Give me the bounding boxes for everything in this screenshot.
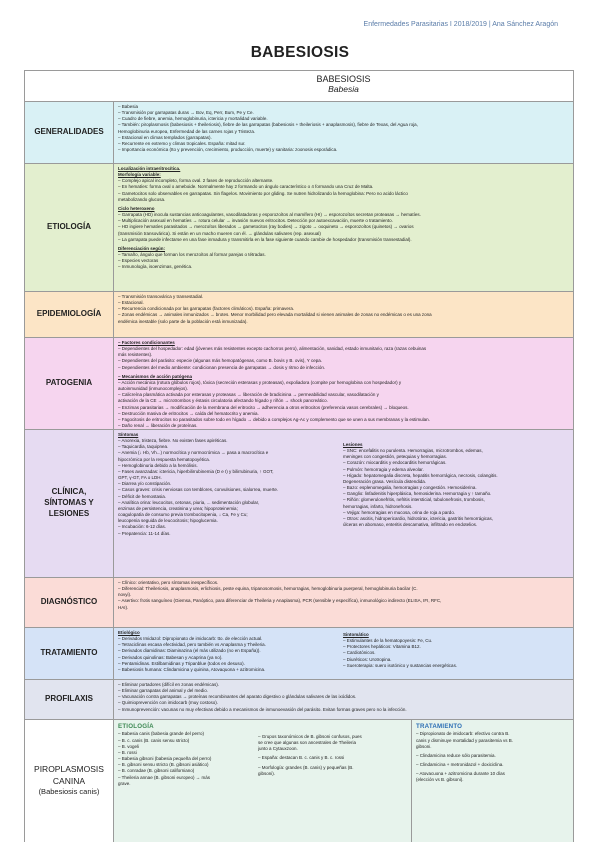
content-line: metabolizando glucosa. <box>118 196 166 202</box>
content-line: – Hígado: hepatomegalia discreta, hepatitis hemorrágica, necrosis, colangitis. <box>343 472 498 478</box>
content-line: – Cuadro de fiebre, anemia, hemoglobinuria, ictericia y mortalidad variable. <box>118 116 268 122</box>
row-clinica <box>25 429 573 577</box>
content-clinica-sintomas <box>114 430 339 577</box>
content-line: – Recurrencia condicionada por las garrapatas (factores climáticos). España: primavera. <box>118 306 295 312</box>
content-line: – Garrapata (HD) inocula sustancias anticoagulantes, vasodilatadoras y esporozoítos al mamífero (HI) → esporozoítos secretan proteasas → hematíes. <box>118 212 421 218</box>
table-heading <box>114 71 573 101</box>
content-line: – Babesiosis humana: Clindamicina y quinina, Atovaquona + azitromicina. <box>118 666 266 672</box>
content-line: – B. conradae (B. gibsoni californiano) <box>118 768 195 774</box>
content-line: – Eliminar portadores (difícil en zonas endémicas). <box>118 682 220 687</box>
content-line: – HD ingiere hematíes parasitados → merozoítos liberados → gametocitos (ray bodies) → zigoto → ooquineto → esporozoítos (quinetos) → ovarios <box>118 224 414 230</box>
table-subtitle: Babesia <box>328 84 359 94</box>
content-line: – Riñón: glomerulonefritis, nefritis intersticial, tubulonefrosis, trombosis, <box>343 497 485 503</box>
piro-etiologia-list <box>118 731 250 786</box>
content-line: – Theileria annae (B. gibsoni europeo) → más <box>118 774 210 780</box>
table-title: BABESIOSIS <box>316 74 371 84</box>
content-line: – Grupos taxonómicos de B. gibsoni confusos, pues <box>258 734 362 739</box>
content-line: – Transmisión transovárica y transestadial. <box>118 294 204 299</box>
content-line: – Cardiotónicos. <box>343 650 376 656</box>
content-line: – B. c. canis (B. canis sensu stricto) <box>118 737 190 743</box>
content-line: – Asertivo: frotis sanguíneo (Giemsa, Panóptico, para diferenciar de Theileria y Anaplasma), PCR (sensible y específica), inmunológico indirecto (ELISA, IFI, RFC, <box>118 598 442 604</box>
content-line: (transmisión transovárica). Si están en un macho mueren con él. → glándulas salivares (rep. asexual) <box>118 230 321 236</box>
content-line: – Protectores hepáticos: Vitamina B12. <box>343 644 421 650</box>
content-line: más resistentes). <box>118 352 153 358</box>
content-line: – Pulmón: hemorragia y edema alveolar. <box>343 466 424 472</box>
content-line: – SNC: encefalitis no purulenta. Hemorragias, microtrombos, edemas, <box>343 448 483 454</box>
content-line: – Analítica orina: leucocitos, cetonas, piuria, ... sedimentación globular, <box>118 499 260 505</box>
content-line: – La garrapata puede infectarse en una fase inmadura y transmitirla en la fase siguiente cuando cambie de hospedador (transmisión transestadial). <box>118 236 412 242</box>
piro-etiologia-col2 <box>254 720 411 842</box>
content-line: – Morfología: grandes (B. canis) y pequeñas (B. <box>258 764 354 770</box>
piro-tratamiento-col <box>412 720 573 842</box>
section-subheading: Ciclo heteroxeno <box>118 205 155 211</box>
content-line: – Importancia económica (Ito y prevención, crecimiento, producción, muerte) y sanitaria: zoonosis esporádica. <box>118 147 338 153</box>
content-line: – Estacional en climas templados (garrapatas). <box>118 134 212 140</box>
content-line: – Hemoglobinuria debido a la hemólisis. <box>118 462 198 468</box>
content-line: – Fagocitosis de eritrocitos no parasitados sobre todo en hígado → debido a complejos Ag-Ac y complemento que se unen a sus membranas y la estimulan. <box>118 416 430 422</box>
content-line: – Transmisión por garrapatas duras → Bov, Eq, Perr, Bum, Pe y Ce. <box>118 110 254 116</box>
piro-tratamiento-title: TRATAMIENTO <box>416 723 463 730</box>
content-line: – B. vogeli <box>118 743 140 749</box>
content-line: – Calicreína plasmática activada por esterasas y proteasas → liberación de bradicinina → permeabilidad vascular, vasodilatación y <box>118 392 379 398</box>
content-line: – Anemia (↓ Hb, Vh...) normocítica y normocrómica → pasa a macrocítica e <box>118 450 269 456</box>
content-line: – B. gibsoni sensu stricto (B. gibsoni asiático) <box>118 762 209 768</box>
section-subheading: – Factores condicionantes <box>118 340 175 345</box>
content-line: – Vacunación contra garrapatas → proteínas recombinantes del aparato digestivo o glándulas salivares de las ixódidos. <box>118 694 357 700</box>
content-etiologia <box>114 164 573 291</box>
content-line: novyi). <box>118 592 132 598</box>
content-line: – Diuréticos: Urotropina. <box>343 656 392 662</box>
row-piroplasmosis <box>25 719 573 842</box>
section-subheading: Lesiones <box>343 442 363 447</box>
content-line: – Inmunología, isoenzimas, genética. <box>118 264 193 270</box>
content-line: – Dependientes del medio ambiente: condicionan presencia de garrapatas → dosis y ritmo de infección. <box>118 364 326 370</box>
section-subheading: Localización intraeritrocítica. <box>118 166 181 171</box>
piroplasmosis-title: PIROPLASMOSIS CANINA <box>34 764 104 786</box>
content-line: – Eliminar garrapatas del animal y del medio. <box>118 688 209 694</box>
content-line: – Inmunoprevención: vacunas no muy efectivas debido a mecanismos de inmunoevasión del parásito. Evitan formas graves pero no la infección. <box>118 706 407 712</box>
content-line: – Multiplicación asexual en hematíes → rotura celular → invasión nuevos eritrocitos. Detección por autoexcavación, muerte o tratamiento. <box>118 218 393 224</box>
label-etiologia: ETIOLOGÍA <box>25 164 114 291</box>
label-piroplasmosis <box>25 720 114 842</box>
piro-etiologia-col1 <box>114 720 254 842</box>
content-line: – Déficit de hemostasia. <box>118 493 167 499</box>
content-line: – Ganglio: linfadenitis hiperplásica, hemosiderina. Hemorragia y ↑ tamaño. <box>343 491 492 497</box>
label-diagnostico: DIAGNÓSTICO <box>25 578 114 627</box>
content-line: – Recurrente en extremo y climas tropicales. España: mitad sur. <box>118 140 246 146</box>
content-line: – Otros: ascitis, hidropericardio, hidrotórax, ictericia, gastritis hemorrágicas, <box>343 515 494 521</box>
content-line: gibsoni. <box>416 743 432 749</box>
section-subheading: – Mecanismos de acción patógena <box>118 373 193 379</box>
content-line: Degeneración grasa. Vesícula distendida. <box>343 478 427 484</box>
content-line: – Gametocitos solo observables en garrapatas. Sin flagelos. Movimiento por gliding. Se nutren hidrolizando la hemoglobina: Pero no acido láctico <box>118 190 408 196</box>
content-line: – Casos graves: crisis nerviosas con temblores, convulsiones, sialorrea, muerte. <box>118 487 279 493</box>
content-line: – Tetraciclinas escasa efectividad, pero también vs Anaplasma y Theileria. <box>118 642 266 648</box>
section-subheading: Diferenciación según: <box>118 245 166 251</box>
label-epidemiologia: EPIDEMIOLOGÍA <box>25 292 114 337</box>
content-line: coagulopatía de consumo previa trombocitopenia, ↓ Ca, Fe y Cu; <box>118 512 248 518</box>
row-tratamiento <box>25 627 573 679</box>
label-generalidades: GENERALIDADES <box>25 102 114 163</box>
content-line: – Dipropionato de imidocarb: efectivo contra B. <box>416 731 510 737</box>
content-line: (elección vs B. gibsoni). <box>416 777 464 783</box>
content-line: – Enzimas parasitarias → modificación de la membrana del eritrocito → adherencia a otros eritrocitos (preferencia vasos cerebrales) → bloqueos. <box>118 404 409 410</box>
content-line: – Complejo apical incompleto, forma oval. 2 fases de reproducción alternante. <box>118 178 274 184</box>
label-clinica: CLÍNICA, SÍNTOMAS Y LESIONES <box>25 430 114 577</box>
content-line: HAI). <box>118 604 129 610</box>
content-line: – Sueroterapia: suero isotónico y sustancias energéticas. <box>343 662 458 668</box>
content-epidemiologia <box>114 292 573 337</box>
content-line: – Estimulantes de la hematopoyesis: Fe, Cu. <box>343 638 433 644</box>
content-line: – Destrucción masiva de eritrocitos → caída del hematocrito y anemia. <box>118 410 259 416</box>
content-line: – Derivados diamidinas: Diaminazina (el más utilizado (no en España)). <box>118 648 261 654</box>
content-line: – Especies vectoras <box>118 258 159 264</box>
label-profilaxis: PROFILAXIS <box>25 680 114 719</box>
content-line: grave. <box>118 780 131 786</box>
content-clinica-lesiones <box>339 430 573 577</box>
piro-etiologia-title: ETIOLOGÍA <box>118 723 154 730</box>
content-line: – España: destacan B. c. canis y B. c. rossi <box>258 755 345 761</box>
content-line: – Fases avanzadas: ictericia, hiperbilirrubinemia (D e I) y bilirrubinuria, ↑ GOT, <box>118 468 274 474</box>
content-line: hemorragias, infarto, hidronefrosis. <box>343 503 413 509</box>
content-line: – Estacional. <box>118 300 144 306</box>
section-subheading: Sintomático <box>343 632 369 637</box>
section-subheading: Etiológico <box>118 630 140 635</box>
content-line: meninges con congestión, petequias y hemorragias. <box>343 454 448 460</box>
section-subheading: Síntomas <box>118 432 139 437</box>
content-line: – Incubación: 6-12 días. <box>118 524 167 530</box>
summary-table <box>24 70 574 842</box>
content-line: – Diarrea y/o constipación. <box>118 481 172 487</box>
label-patogenia: PATOGENIA <box>25 338 114 429</box>
content-line: – Derivados quinolinas: Babesan y Acaprina (ya no). <box>118 654 223 660</box>
content-diagnostico <box>114 578 573 627</box>
content-line: canis y disminuye mortalidad y parasitemia vs B. <box>416 737 514 743</box>
content-line: gibsoni). <box>258 770 276 776</box>
content-line: – Taquicardia, taquipnea. <box>118 444 169 450</box>
content-line: – Babesia <box>118 104 139 109</box>
row-patogenia <box>25 337 573 429</box>
content-line: – Dependientes del hospedador: edad (jóvenes más resistentes excepto cachorros perro), alimentación, sanidad, estado inmunitario, raza (razas cebuinas <box>118 346 427 352</box>
content-line: – Daño renal → liberación de proteínas. <box>118 423 198 429</box>
content-line: – Clínico: orientativo, pero síntomas inespecíficos. <box>118 580 219 585</box>
content-line: – En hematíes: forma oval o ameboide. Normalmente hay 2 formando un ángulo característico o 4 formando una Cruz de Malta. <box>118 184 374 190</box>
content-line: – Anorexia, tristeza, fiebre. No existen fases apiréticas. <box>118 438 228 444</box>
content-tratamiento-etiologico <box>114 628 339 679</box>
content-line: – Corazón: miocarditis y endocarditis hemorrágicas. <box>343 460 447 466</box>
piroplasmosis-subtitle: (Babesiosis canis) <box>38 787 100 797</box>
content-line: activación de la CE → microtrombos y éstasis circulatoria afectando hígado y riñón → shock pancreático. <box>118 398 328 404</box>
content-line: enzimas de persistencia, creatinina y urea; hipoproteinemia; <box>118 505 238 511</box>
content-line: – También: piroplasmosis (babesiosis + theileriosis), fiebre de las garrapatas (babesiosis + theileriosis + anaplasmosis), fiebre de Texas, del Agua roja, <box>118 122 418 128</box>
content-profilaxis <box>114 680 573 719</box>
content-line: autoinmunidad (inmunocomplejos). <box>118 386 189 392</box>
content-patogenia <box>114 338 573 429</box>
content-line: – Quimioprevención con imidocarb (muy costoso). <box>118 700 219 706</box>
content-line: – Bazo: esplenomegalia, hemorragias y congestión. Hemosiderina. <box>343 485 477 491</box>
content-line: – Prepatencia: 11-14 días. <box>118 530 171 536</box>
content-line: – Diferencial: Theileriosis, anaplasmosis, erlichiosis, peste equina, tripanosomosis, hemorragias, hemoglobinuria puerperal, hemoglobinuria bacilar (C. <box>118 586 418 592</box>
row-etiologia <box>25 163 573 291</box>
content-line: – Babesia gibsoni (babesia pequeña del perro) <box>118 756 212 762</box>
content-line: endémica inestable (solo parte de la población está inmunizada). <box>118 318 248 324</box>
content-line: – B. rossi <box>118 749 137 755</box>
content-line: – Tamaño, ángulo que forman los merozoítos al formar parejas o tétradas. <box>118 252 266 258</box>
content-line: se cree que algunas son ancestrales de Theileria <box>258 740 356 746</box>
row-profilaxis <box>25 679 573 719</box>
piro-tratamiento-list <box>416 731 569 783</box>
content-line: Hemoglobinuria europea, Enfermedad de las carnes rojas y Tristeza. <box>118 128 256 134</box>
content-line: GPT, γ-GT, FA o LDH. <box>118 475 162 481</box>
row-epidemiologia <box>25 291 573 337</box>
content-line: – Atovacuona + azitromicina durante 10 días <box>416 771 505 777</box>
content-line: hipocrómica por la respuesta hematopoyética. <box>118 456 211 462</box>
row-diagnostico <box>25 577 573 627</box>
content-tratamiento-sintomatico <box>339 628 573 679</box>
content-line: úlceras en abomaso, enteritis descamativa, infiltrado en endotelios. <box>343 522 478 528</box>
content-line: – Derivados Imidazol: Dipropionato de imidocarb: tto. de elección actual. <box>118 636 263 642</box>
content-line: – Acción mecánica (rotura glóbulos rojos), tóxica (secreción esterasas y proteasas), expoliadora (compite por hemoglobina con hospedador) y <box>118 379 402 385</box>
content-generalidades <box>114 102 573 163</box>
row-generalidades <box>25 101 573 163</box>
content-line: – Clindamicina + metronidazol + doxiciclina. <box>416 762 504 768</box>
section-subheading: Morfología variable: <box>118 172 161 178</box>
content-line: – Vejiga: hemorragias en mucosa, orina de roja a pardo. <box>343 509 456 515</box>
page-title: BABESIOSIS <box>250 44 350 61</box>
content-line: leucopenia seguida de leucocitosis; hipoglucemia. <box>118 518 218 524</box>
label-tratamiento: TRATAMIENTO <box>25 628 114 679</box>
content-line: junto a Cytauxzoon. <box>258 746 298 752</box>
content-line: – Clindamicina reduce sólo parasitemia. <box>416 752 496 758</box>
content-line: – Zonas endémicas → animales inmunizados → brotes. Menor morbilidad pero elevada mortalidad si vienen animales de zonas no endémicas o es una zona <box>118 312 432 318</box>
content-line: – Dependientes del parásito: especie (algunas más hemopatógenas, como B. bovis y B. ovis), Y cepa. <box>118 358 322 364</box>
content-line: – Pentamidinas. Estilbamidinas y Tripanblue (todos en desuso). <box>118 660 245 666</box>
course-header: Enfermedades Parasitarias I 2018/2019 | Ana Sánchez Aragón <box>363 21 558 28</box>
content-line: – Babesia canis (babesia grande del perro) <box>118 731 205 737</box>
